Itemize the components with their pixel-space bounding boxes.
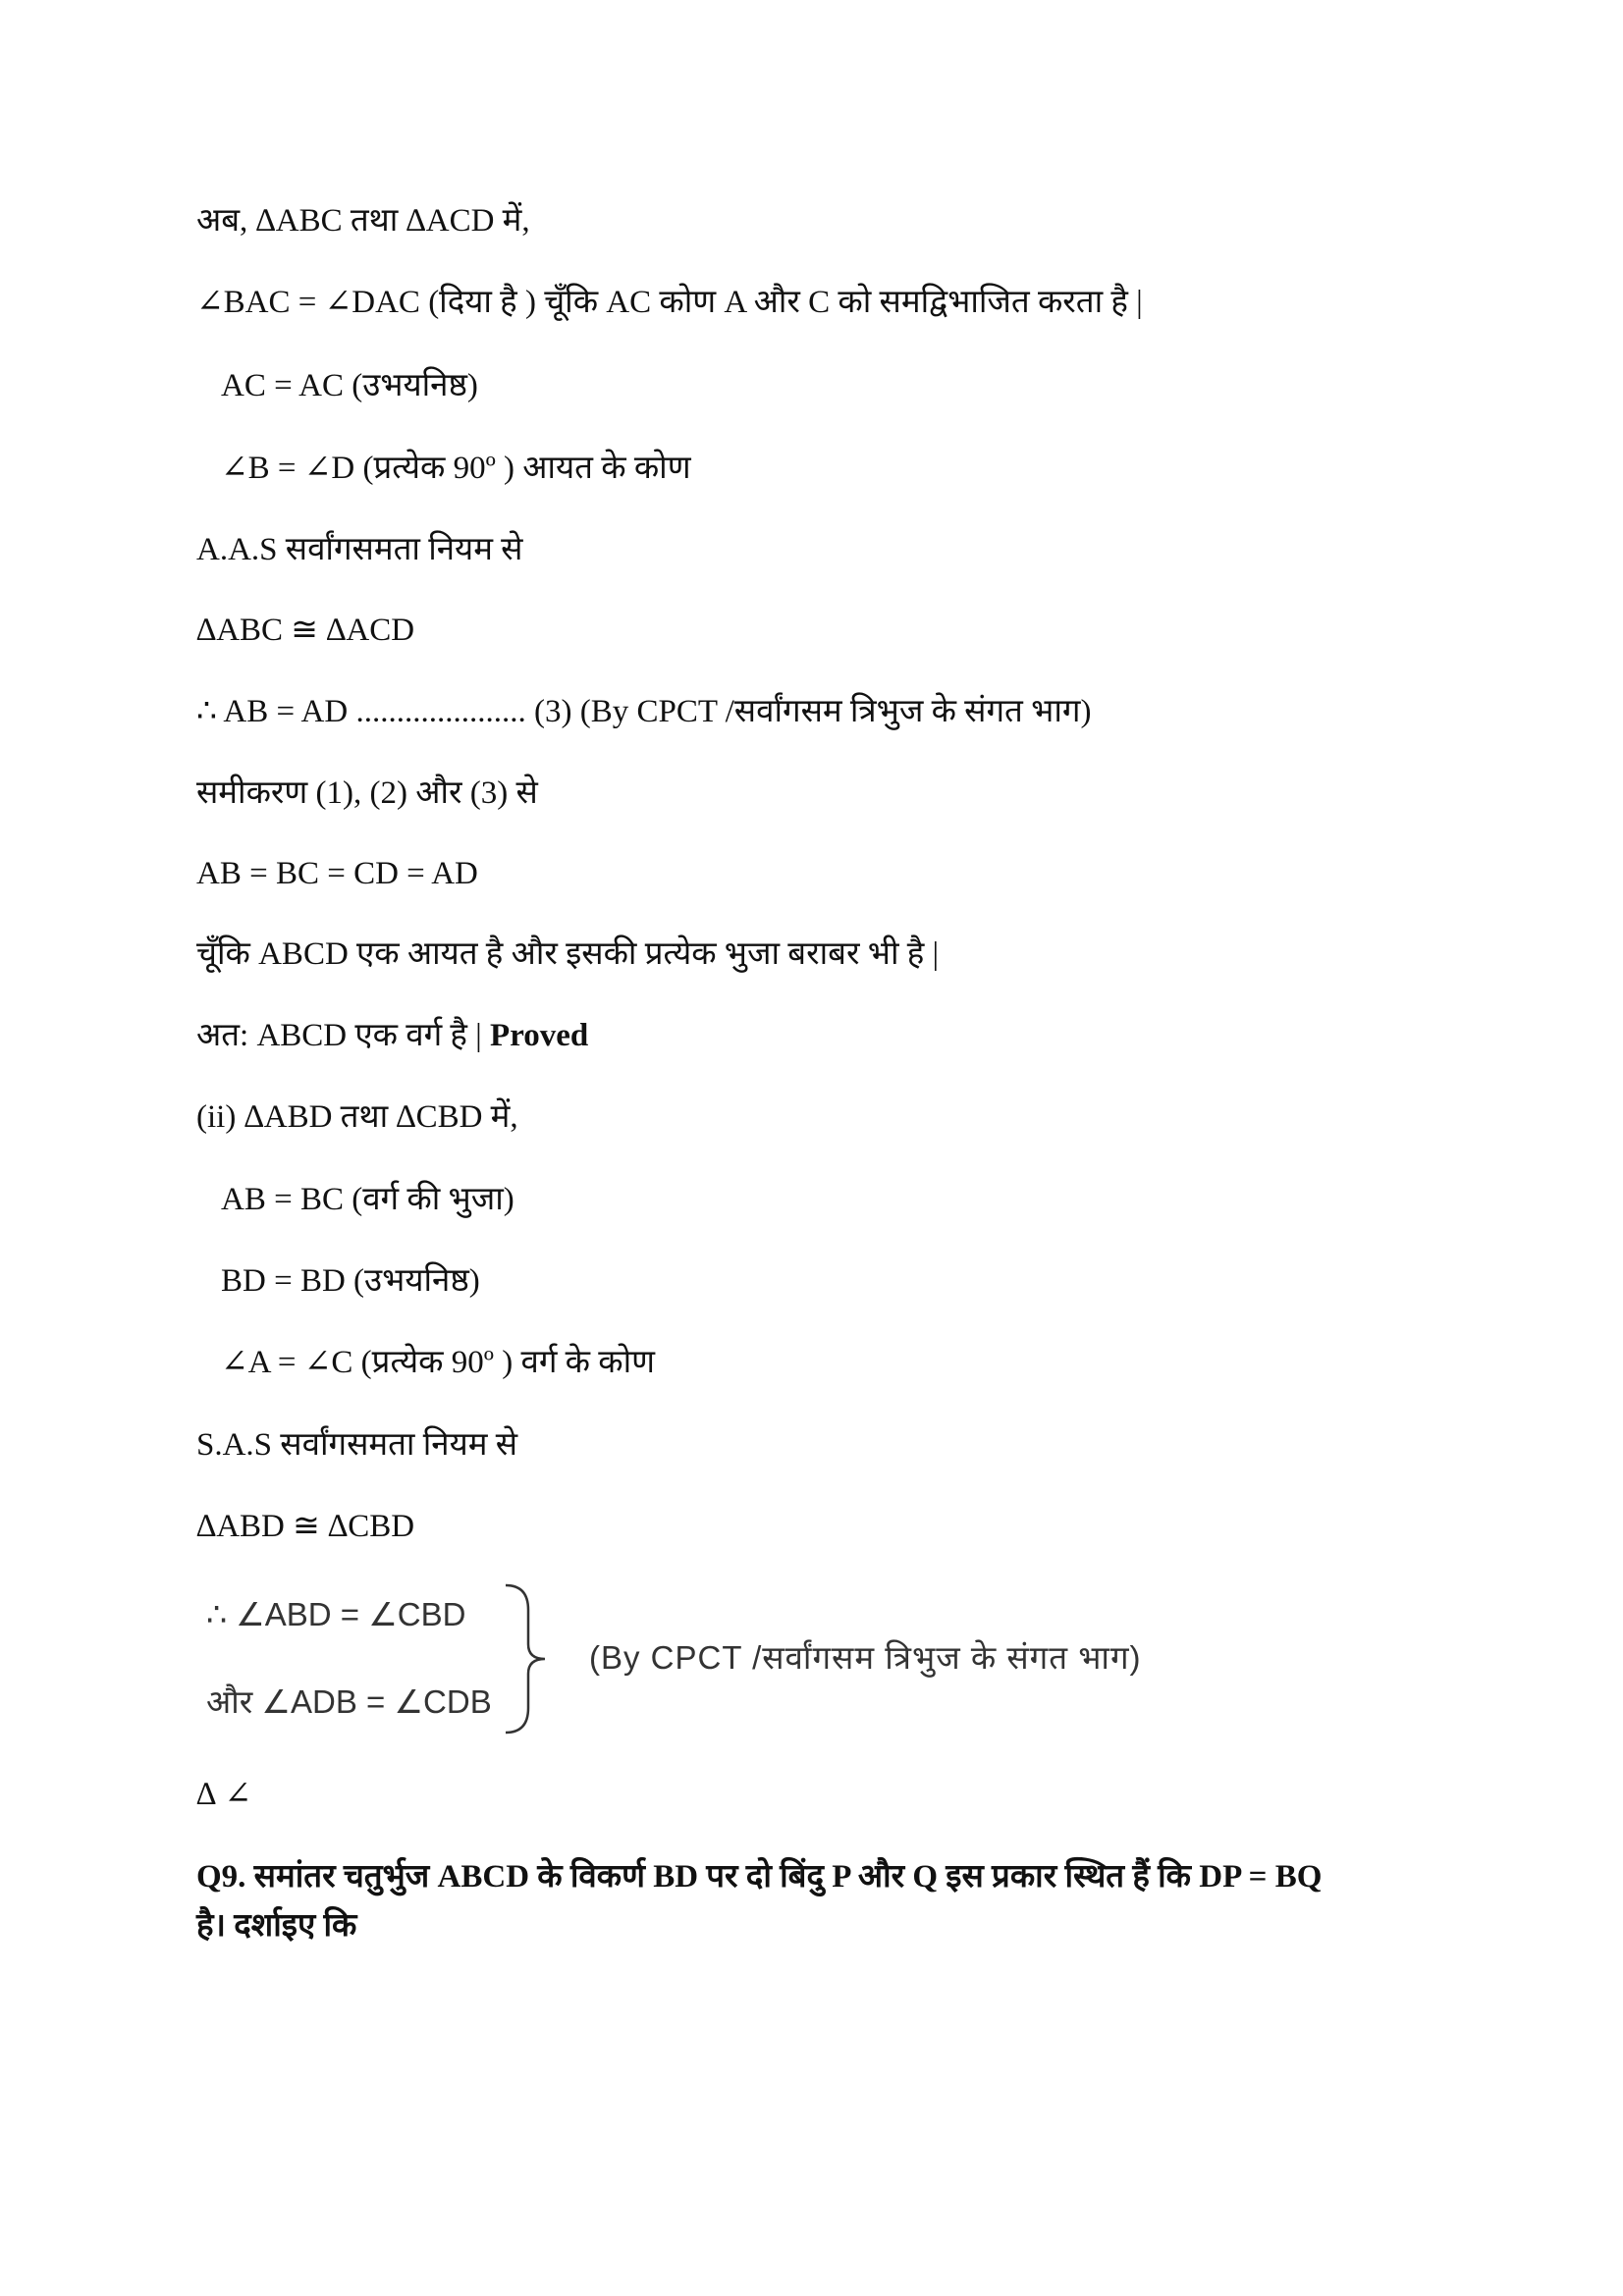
text-line-1: अब, ∆ABC तथा ∆ACD में, [196, 203, 530, 239]
symbols-line: ∆ ∠ [196, 1777, 252, 1812]
text-line-4: ∠B = ∠D (प्रत्येक 90º ) आयत के कोण [221, 451, 691, 486]
text-line-6: ∆ABC ≅ ∆ACD [196, 613, 415, 648]
text-line-17: ∆ABD ≅ ∆CBD [196, 1509, 415, 1544]
cpct-block [196, 1571, 1247, 1737]
cpct-line-1: ∴ ∠ABD = ∠CBD [206, 1596, 466, 1632]
text-line-5: A.A.S सर्वांगसमता नियम से [196, 532, 523, 567]
text-line-10: चूँकि ABCD एक आयत है और इसकी प्रत्येक भुजा बराबर भी है | [196, 936, 940, 972]
text-line-12: (ii) ∆ABD तथा ∆CBD में, [196, 1099, 518, 1135]
text-line-2: ∠BAC = ∠DAC (दिया है ) चूँकि AC कोण A और C को समद्विभाजित करता है | [196, 285, 1143, 320]
text-line-11 [196, 1016, 588, 1055]
question-line-2: है। दर्शाइए कि [196, 1908, 357, 1944]
proved-label: Proved [490, 1018, 589, 1053]
right-brace-icon [501, 1580, 550, 1737]
text-line-3: AC = AC (उभयनिष्ठ) [221, 368, 478, 403]
text-line-16: S.A.S सर्वांगसमता नियम से [196, 1427, 518, 1463]
text-line-8: समीकरण (1), (2) और (3) से [196, 775, 538, 811]
text-line-7: ∴ AB = AD ..................... (3) (By CPCT /सर्वांगसम त्रिभुज के संगत भाग) [196, 694, 1092, 729]
conclusion-text: अत: ABCD एक वर्ग है | [196, 1018, 491, 1053]
question-q9 [196, 1855, 1434, 1948]
text-line-13: AB = BC (वर्ग की भुजा) [221, 1182, 514, 1217]
cpct-line-2: और ∠ADB = ∠CDB [206, 1683, 492, 1720]
text-line-9: AB = BC = CD = AD [196, 856, 478, 891]
cpct-note: (By CPCT /सर्वांगसम त्रिभुज के संगत भाग) [589, 1639, 1142, 1676]
question-line-1: Q9. समांतर चतुर्भुज ABCD के विकर्ण BD पर दो बिंदु P और Q इस प्रकार स्थित हैं कि DP = BQ [196, 1859, 1323, 1895]
text-line-14: BD = BD (उभयनिष्ठ) [221, 1263, 480, 1299]
text-line-15: ∠A = ∠C (प्रत्येक 90º ) वर्ग के कोण [221, 1345, 655, 1380]
